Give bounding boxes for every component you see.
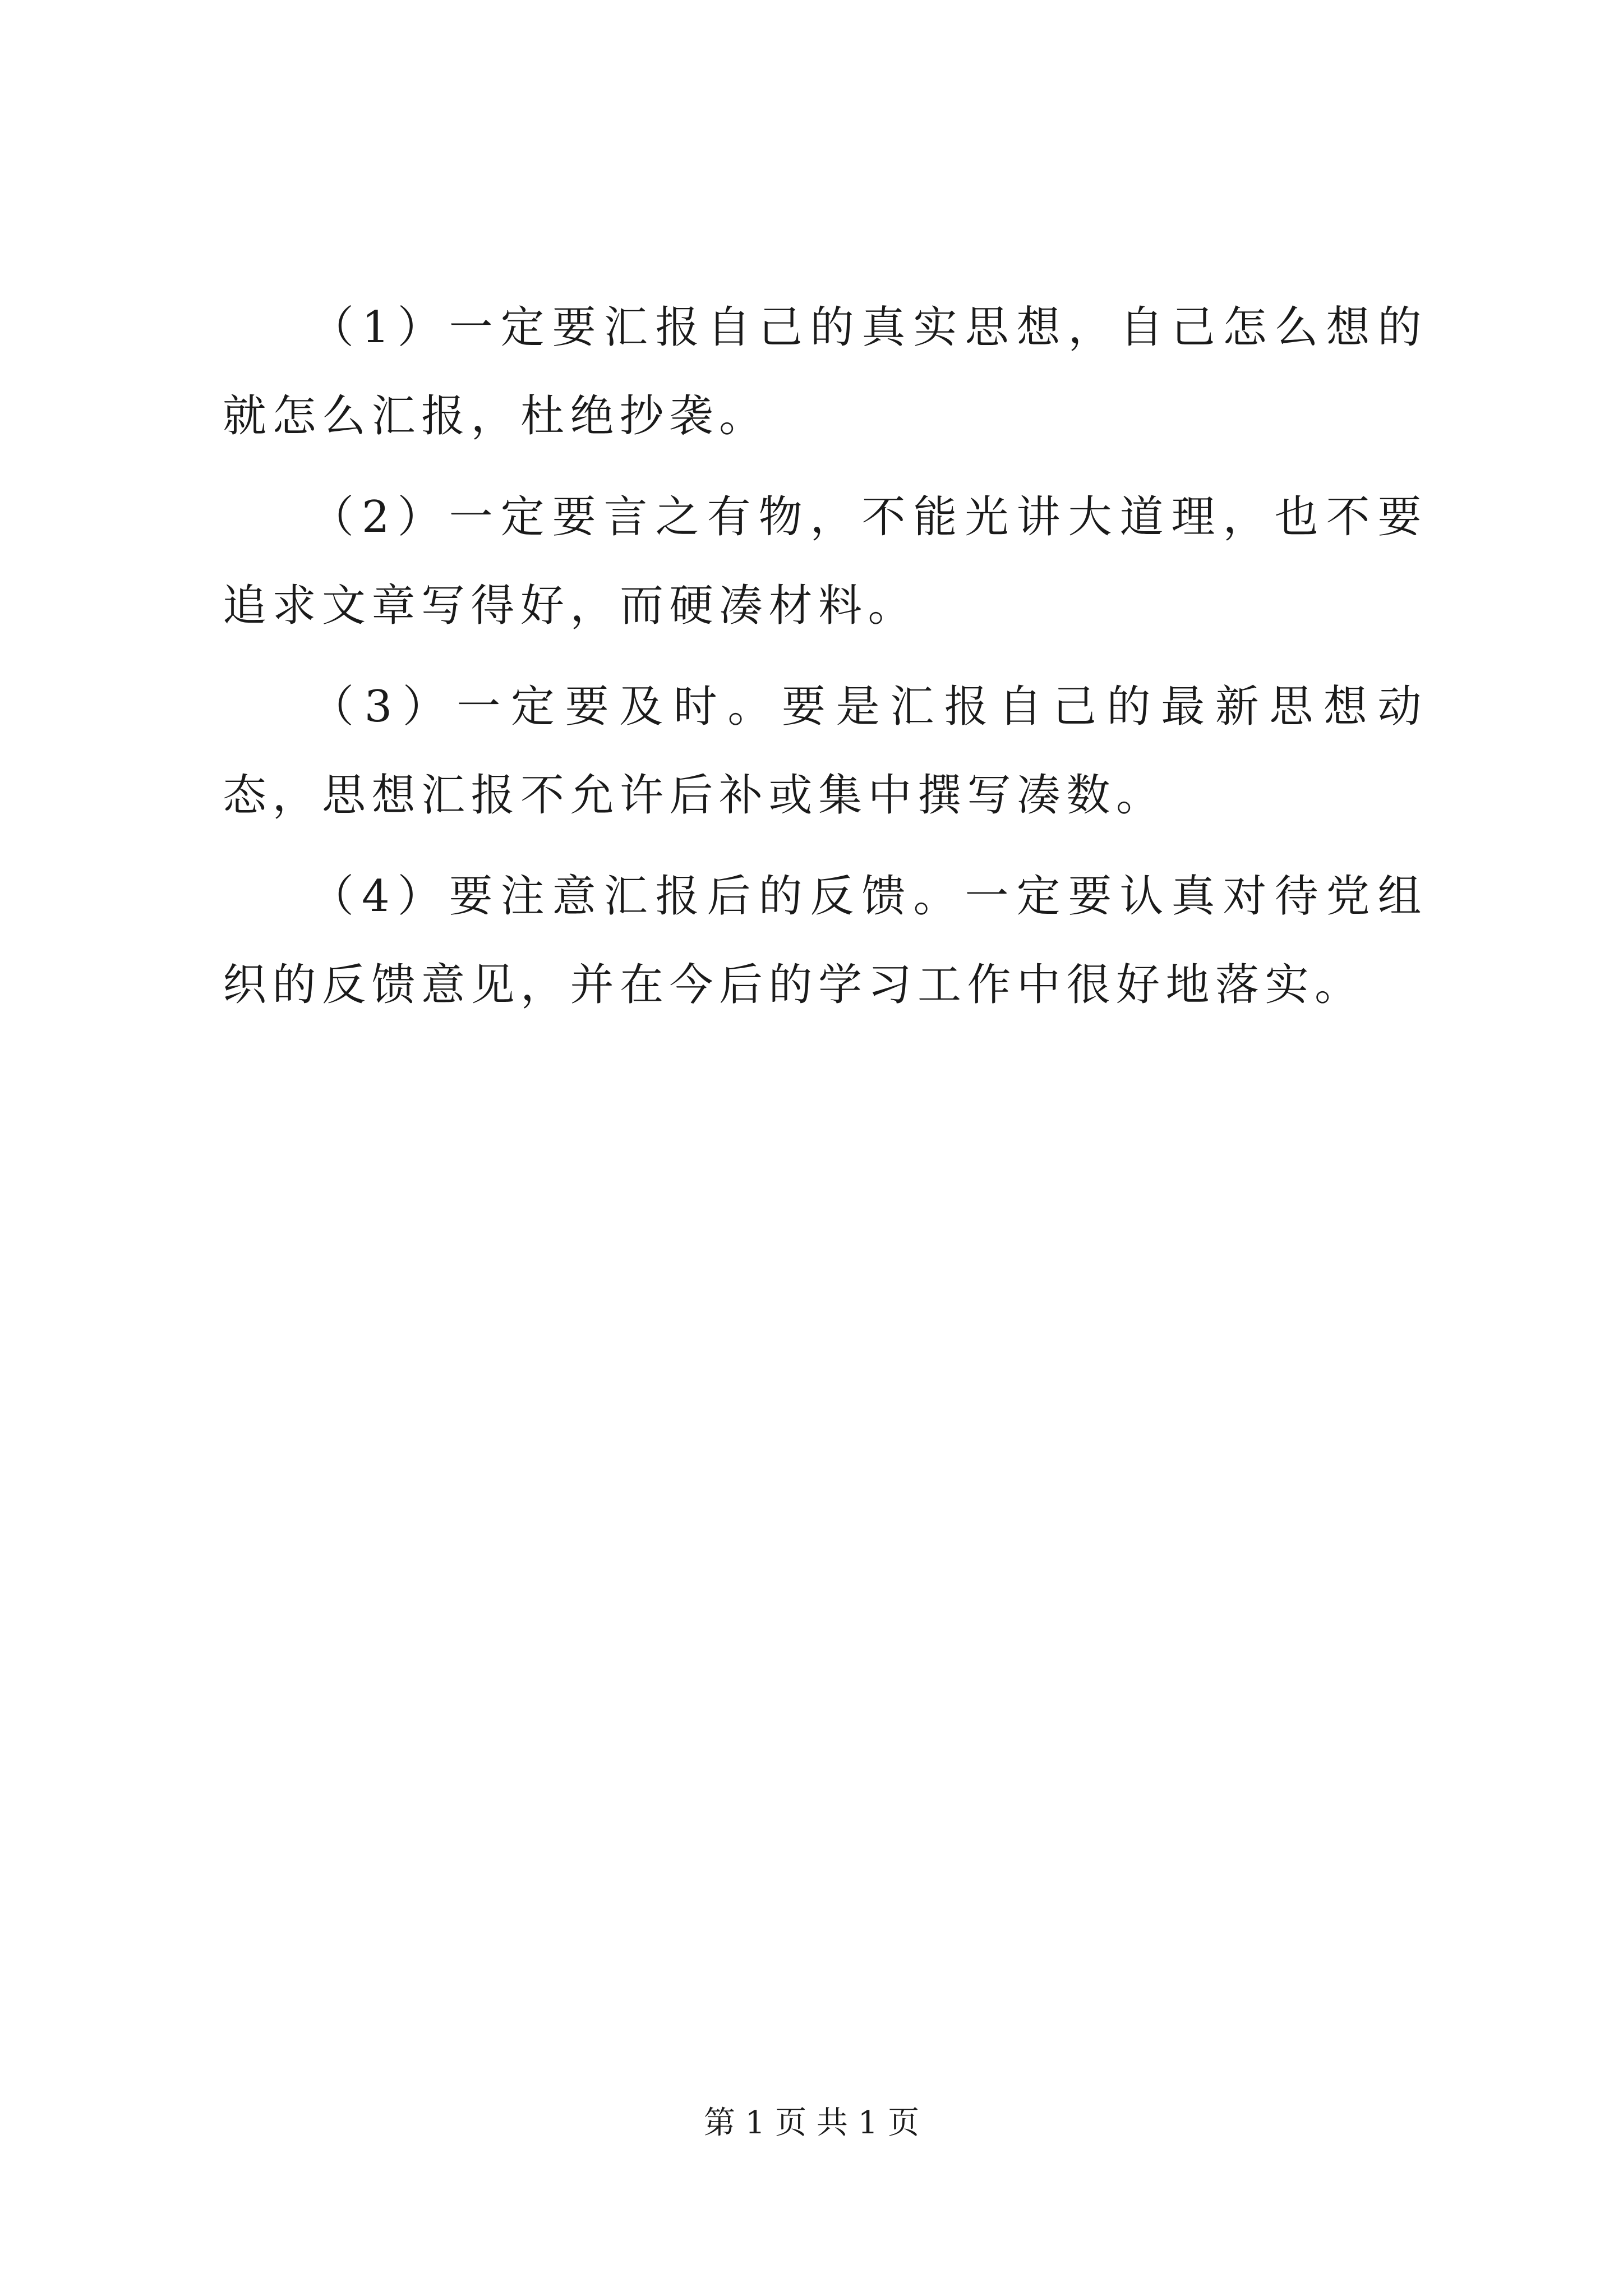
- paragraph-3: （3）一定要及时。要是汇报自己的最新思想动态，思想汇报不允许后补或集中撰写凑数。: [223, 682, 1427, 821]
- paragraph-2: （2）一定要言之有物，不能光讲大道理，也不要追求文章写得好，而硬凑材料。: [223, 492, 1427, 631]
- document-body: [223, 283, 1427, 1042]
- paragraph-4: （4）要注意汇报后的反馈。一定要认真对待党组织的反馈意见，并在今后的学习工作中很好地落实。: [223, 871, 1427, 1010]
- page-footer: 第 1 页 共 1 页: [703, 2105, 920, 2141]
- paragraph-1: （1）一定要汇报自己的真实思想，自己怎么想的就怎么汇报，杜绝抄袭。: [223, 302, 1427, 441]
